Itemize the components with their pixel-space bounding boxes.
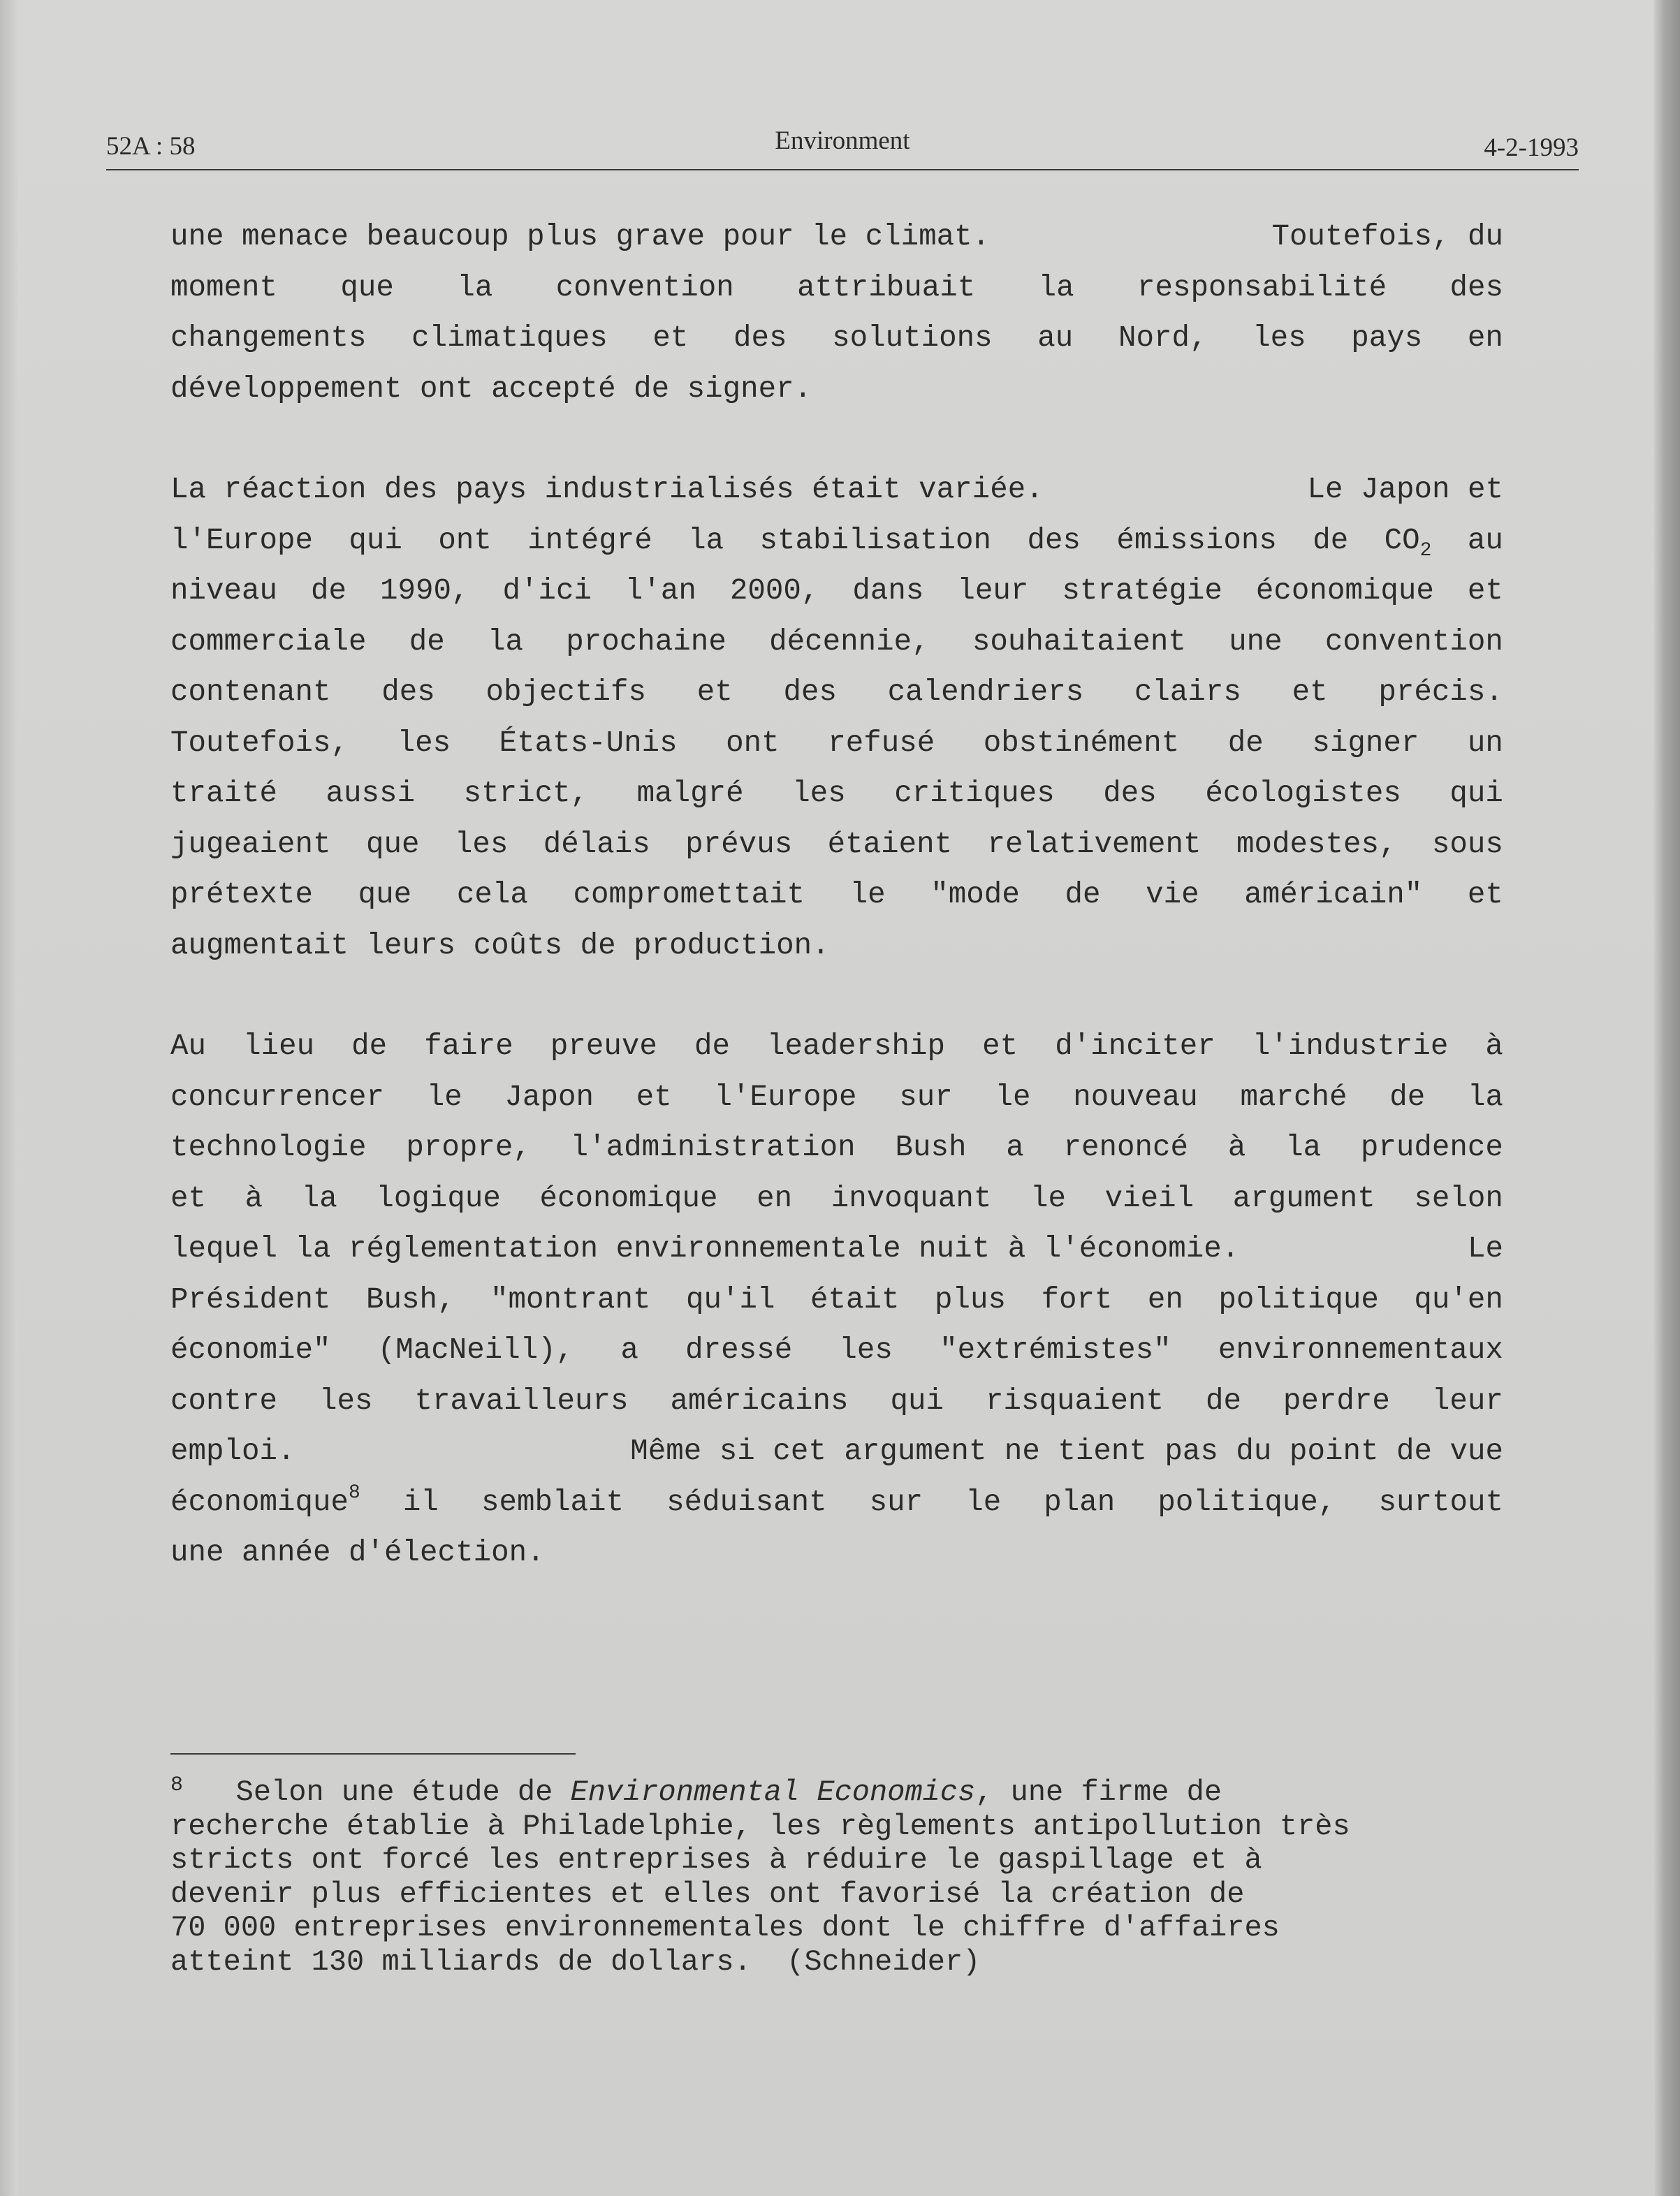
paragraph-2 [170, 464, 1503, 971]
header-section-title: Environment [775, 126, 910, 155]
page-right-edge [1653, 0, 1680, 2196]
paragraph-line: augmentait leurs coûts de production. [170, 928, 830, 962]
paragraph-line-footnote-ref: économique$^8$ il semblait séduisant sur le plan politique, surtout [170, 1481, 1503, 1519]
footnote-line: devenir plus efficientes et elles ont favorisé la création de [170, 1877, 1245, 1911]
paragraph-line: moment que la convention attribuait la responsabilité des [170, 270, 1503, 305]
paragraph-line: lequel la réglementation environnementale nuit à l'économie. Le [170, 1232, 1503, 1266]
paragraph-line-co2: l'Europe qui ont intégré la stabilisation des émissions de $CO_2$ au [170, 523, 1503, 562]
running-header [106, 123, 1579, 170]
body-text [170, 212, 1503, 1629]
page-left-edge [0, 0, 18, 2196]
paragraph-line: technologie propre, l'administration Bush a renoncé à la prudence [170, 1131, 1503, 1164]
header-rule [106, 169, 1579, 170]
footnote-line: atteint 130 milliards de dollars. (Schneider) [170, 1945, 981, 1979]
paragraph-line: contenant des objectifs et des calendriers clairs et précis. [170, 675, 1503, 709]
paragraph-line: La réaction des pays industrialisés était variée. Le Japon et [170, 473, 1503, 506]
footnote-mark: 8 [170, 1773, 184, 1797]
footnote-line: 70 000 entreprises environnementales dont le chiffre d'affaires [170, 1911, 1280, 1945]
paragraph-line: et à la logique économique en invoquant le vieil argument selon [170, 1181, 1503, 1215]
paragraph-line: jugeaient que les délais prévus étaient relativement modestes, sous [170, 827, 1503, 861]
paragraph-line: une menace beaucoup plus grave pour le climat. Toutefois, du [170, 220, 1503, 254]
header-page-number: 52A : 58 [106, 132, 196, 161]
paragraph-3 [170, 1021, 1503, 1579]
footnote-source-title: Environmental Economics [570, 1776, 976, 1809]
footnote-rule [170, 1753, 576, 1755]
paragraph-line: emploi. Même si cet argument ne tient pas du point de vue [170, 1435, 1503, 1468]
paragraph-line: niveau de 1990, d'ici l'an 2000, dans leur stratégie économique et [170, 574, 1503, 608]
footnote-line: recherche établie à Philadelphie, les règlements antipollution très [170, 1809, 1350, 1843]
footnote-8 [170, 1773, 1498, 1979]
paragraph-line: économie" (MacNeill), a dressé les "extrémistes" environnementaux [170, 1333, 1503, 1367]
paragraph-1 [170, 212, 1503, 414]
footnote-line: $^8$ Selon une étude de Environmental Economics, une firme de [170, 1773, 1222, 1809]
footnote-line: stricts ont forcé les entreprises à réduire le gaspillage et à [170, 1843, 1262, 1877]
paragraph-line: Toutefois, les États-Unis ont refusé obstinément de signer un [170, 726, 1503, 760]
paragraph-line: Président Bush, "montrant qu'il était plus fort en politique qu'en [170, 1282, 1503, 1317]
paragraph-line: développement ont accepté de signer. [170, 372, 812, 406]
paragraph-line: traité aussi strict, malgré les critiques des écologistes qui [170, 777, 1503, 810]
paragraph-line: une année d'élection. [170, 1536, 545, 1569]
header-date: 4-2-1993 [1484, 133, 1579, 162]
paragraph-line: commerciale de la prochaine décennie, souhaitaient une convention [170, 624, 1503, 659]
paragraph-line: changements climatiques et des solutions au Nord, les pays en [170, 321, 1503, 355]
paragraph-line: concurrencer le Japon et l'Europe sur le nouveau marché de la [170, 1080, 1503, 1114]
paragraph-line: contre les travailleurs américains qui risquaient de perdre leur [170, 1384, 1503, 1418]
paragraph-line: prétexte que cela compromettait le "mode de vie américain" et [170, 878, 1503, 912]
paragraph-line: Au lieu de faire preuve de leadership et d'inciter l'industrie à [170, 1030, 1503, 1063]
